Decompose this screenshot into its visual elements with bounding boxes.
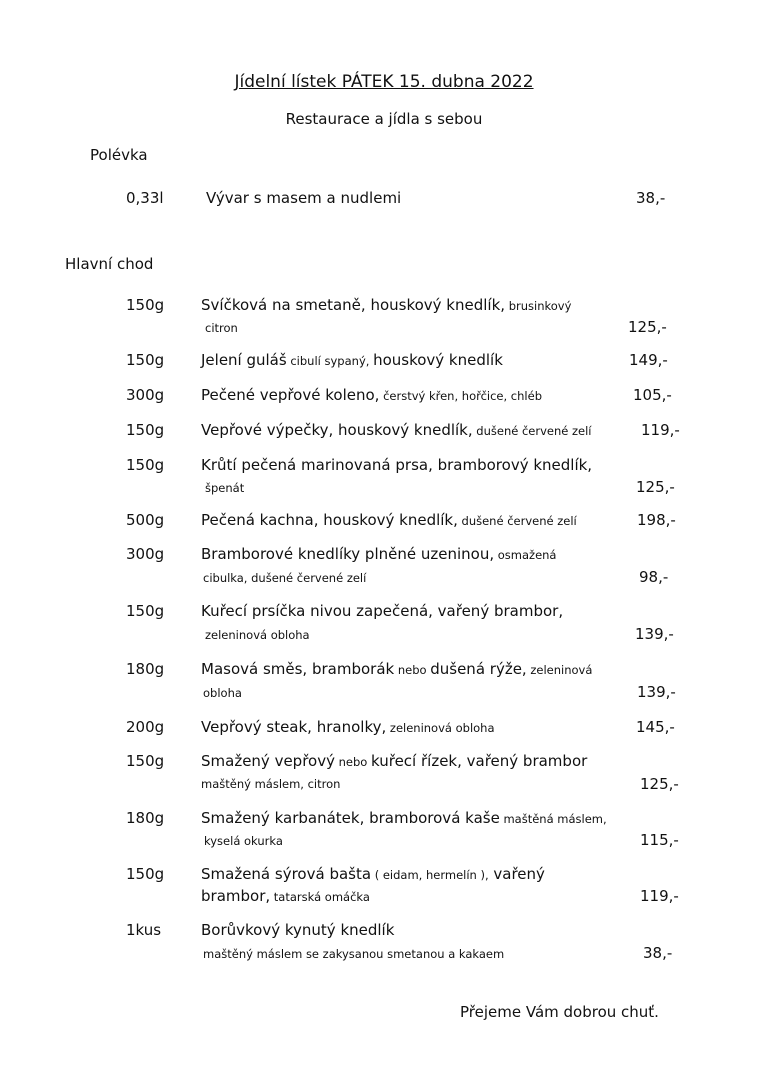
item-price: 115,- [640, 831, 679, 849]
item-side: maštěný máslem, citron [201, 777, 341, 791]
item-amount: 150g [126, 351, 165, 369]
item-price: 198,- [637, 511, 676, 529]
item-price: 145,- [636, 718, 675, 736]
item-name: Smažený vepřový nebo kuřecí řízek, vařený brambor [201, 752, 588, 770]
section-heading-main: Hlavní chod [65, 255, 154, 273]
item-name: Pečené vepřové koleno, čerstvý křen, hořčice, chléb [201, 386, 542, 404]
item-side: citron [205, 321, 238, 335]
item-name: Pečená kachna, houskový knedlík, dušené červené zelí [201, 511, 577, 529]
item-price: 119,- [641, 421, 680, 439]
item-amount: 200g [126, 718, 165, 736]
item-price: 38,- [643, 944, 673, 962]
page-subtitle: Restaurace a jídla s sebou [285, 110, 483, 128]
soup-name: Vývar s masem a nudlemi [206, 189, 402, 207]
item-name: Jelení guláš cibulí sypaný, houskový knedlík [201, 351, 503, 369]
item-name: Smažená sýrová bašta ( eidam, hermelín ), vařený [201, 865, 545, 883]
item-price: 125,- [636, 478, 675, 496]
item-amount: 300g [126, 545, 165, 563]
item-name: Svíčková na smetaně, houskový knedlík, brusinkový [201, 296, 572, 314]
item-amount: 1kus [126, 921, 162, 939]
item-name: Vepřové výpečky, houskový knedlík, dušené červené zelí [201, 421, 592, 439]
item-side: kyselá okurka [204, 834, 283, 848]
item-amount: 180g [126, 809, 165, 827]
item-name: Kuřecí prsíčka nivou zapečená, vařený brambor, [201, 602, 564, 620]
item-side: maštěný máslem se zakysanou smetanou a kakaem [203, 947, 505, 961]
item-price: 149,- [629, 351, 668, 369]
item-side: cibulka, dušené červené zelí [203, 571, 367, 585]
footer-greeting: Přejeme Vám dobrou chuť. [460, 1003, 659, 1021]
item-price: 125,- [640, 775, 679, 793]
item-side: obloha [203, 686, 242, 700]
item-amount: 150g [126, 602, 165, 620]
item-name: Krůtí pečená marinovaná prsa, bramborový knedlík, [201, 456, 593, 474]
item-amount: 150g [126, 296, 165, 314]
item-amount: 300g [126, 386, 165, 404]
item-side: zeleninová obloha [205, 628, 310, 642]
item-amount: 500g [126, 511, 165, 529]
item-price: 119,- [640, 887, 679, 905]
item-price: 98,- [639, 568, 669, 586]
item-amount: 180g [126, 660, 165, 678]
item-amount: 150g [126, 752, 165, 770]
soup-price: 38,- [636, 189, 666, 207]
soup-amount: 0,33l [126, 189, 164, 207]
item-side: špenát [205, 481, 245, 495]
item-name: Smažený karbanátek, bramborová kaše maštěná máslem, [201, 809, 607, 827]
page-title: Jídelní lístek PÁTEK 15. dubna 2022 [234, 72, 534, 92]
item-name: Vepřový steak, hranolky, zeleninová obloha [201, 718, 495, 736]
item-price: 105,- [633, 386, 672, 404]
item-price: 139,- [635, 625, 674, 643]
section-heading-soup: Polévka [90, 146, 148, 164]
item-name: Borůvkový kynutý knedlík [201, 921, 395, 939]
item-price: 139,- [637, 683, 676, 701]
item-amount: 150g [126, 456, 165, 474]
item-price: 125,- [628, 318, 667, 336]
item-name: Masová směs, bramborák nebo dušená rýže, zeleninová [201, 660, 593, 678]
item-name: Bramborové knedlíky plněné uzeninou, osmažená [201, 545, 557, 563]
item-amount: 150g [126, 865, 165, 883]
item-amount: 150g [126, 421, 165, 439]
item-side: brambor, tatarská omáčka [201, 887, 370, 905]
